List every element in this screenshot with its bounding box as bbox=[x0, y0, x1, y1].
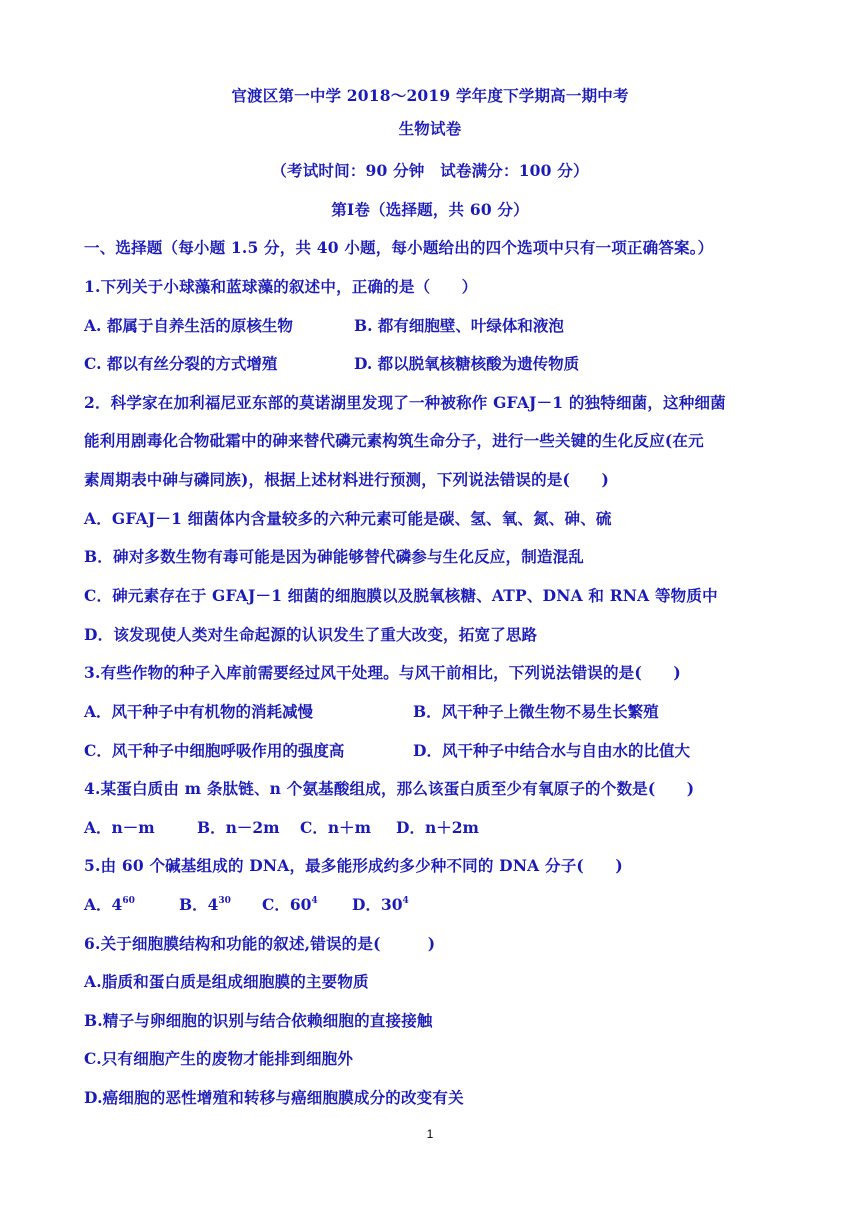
question-6-option-a: A.脂质和蛋白质是组成细胞膜的主要物质 bbox=[84, 972, 369, 991]
volume-heading: 第Ⅰ卷（选择题，共 60 分） bbox=[331, 200, 529, 219]
question-6-option-d: D.癌细胞的恶性增殖和转移与癌细胞膜成分的改变有关 bbox=[84, 1088, 464, 1107]
question-2-option-d: D．该发现使人类对生命起源的认识发生了重大改变，拓宽了思路 bbox=[84, 625, 538, 644]
question-4-option-c: C．n＋m bbox=[300, 818, 372, 837]
question-5-option-b: B．$4^{30}$ bbox=[179, 895, 231, 914]
question-5-option-c: C．$60^4$ bbox=[262, 895, 318, 914]
question-4-option-a: A．n－m bbox=[84, 818, 155, 837]
question-3-option-d: D．风干种子中结合水与自由水的比值大 bbox=[413, 741, 690, 760]
question-1-option-d: D. 都以脱氧核糖核酸为遗传物质 bbox=[354, 354, 580, 373]
question-3-option-c: C．风干种子中细胞呼吸作用的强度高 bbox=[84, 741, 345, 760]
question-3-option-b: B．风干种子上微生物不易生长繁殖 bbox=[413, 702, 659, 721]
question-1-option-a: A. 都属于自养生活的原核生物 bbox=[84, 316, 293, 335]
section-instruction: 一、选择题（每小题 1.5 分，共 40 小题，每小题给出的四个选项中只有一项正确答案。） bbox=[84, 238, 714, 257]
question-1-stem: 1.下列关于小球藻和蓝球藻的叙述中，正确的是（ ） bbox=[84, 277, 478, 296]
question-6-option-c: C.只有细胞产生的废物才能排到细胞外 bbox=[84, 1049, 354, 1068]
question-6-stem: 6.关于细胞膜结构和功能的叙述,错误的是( ) bbox=[84, 934, 436, 953]
question-2-option-c: C．砷元素存在于 GFAJ－1 细菌的细胞膜以及脱氧核糖、ATP、DNA 和 RNA 等物质中 bbox=[84, 586, 718, 605]
question-4-option-d: D．n＋2m bbox=[396, 818, 479, 837]
question-4-option-b: B．n－2m bbox=[197, 818, 280, 837]
question-2-stem-line-1: 2．科学家在加利福尼亚东部的莫诺湖里发现了一种被称作 GFAJ－1 的独特细菌，这种细菌 bbox=[84, 393, 726, 412]
question-5-stem: 5.由 60 个碱基组成的 DNA，最多能形成约多少种不同的 DNA 分子( ) bbox=[84, 856, 623, 875]
page-number: 1 bbox=[426, 1127, 434, 1141]
question-2-option-a: A．GFAJ－1 细菌体内含量较多的六种元素可能是碳、氢、氧、氮、砷、硫 bbox=[84, 509, 612, 528]
question-3-option-a: A．风干种子中有机物的消耗减慢 bbox=[84, 702, 314, 721]
question-5-option-a: A．$4^{60}$ bbox=[84, 895, 135, 914]
question-2-option-b: B．砷对多数生物有毒可能是因为砷能够替代磷参与生化反应，制造混乱 bbox=[84, 547, 585, 566]
exam-title: 官渡区第一中学 2018～2019 学年度下学期高一期中考 bbox=[231, 86, 629, 105]
question-1-option-c: C. 都以有丝分裂的方式增殖 bbox=[84, 354, 278, 373]
question-1-option-b: B. 都有细胞壁、叶绿体和液泡 bbox=[354, 316, 564, 335]
question-5-option-d: D．$30^4$ bbox=[352, 895, 409, 914]
question-6-option-b: B.精子与卵细胞的识别与结合依赖细胞的直接接触 bbox=[84, 1011, 433, 1030]
question-3-stem: 3.有些作物的种子入库前需要经过风干处理。与风干前相比，下列说法错误的是( ) bbox=[84, 663, 681, 682]
question-2-stem-line-3: 素周期表中砷与磷同族)，根据上述材料进行预测，下列说法错误的是( ) bbox=[84, 470, 610, 489]
question-4-stem: 4.某蛋白质由 m 条肽链、n 个氨基酸组成，那么该蛋白质至少有氧原子的个数是( ) bbox=[84, 779, 695, 798]
exam-info: （考试时间：90 分钟 试卷满分：100 分） bbox=[271, 161, 589, 180]
exam-subtitle: 生物试卷 bbox=[398, 119, 462, 138]
question-2-stem-line-2: 能利用剧毒化合物砒霜中的砷来替代磷元素构筑生命分子，进行一些关键的生化反应(在元 bbox=[84, 431, 704, 450]
